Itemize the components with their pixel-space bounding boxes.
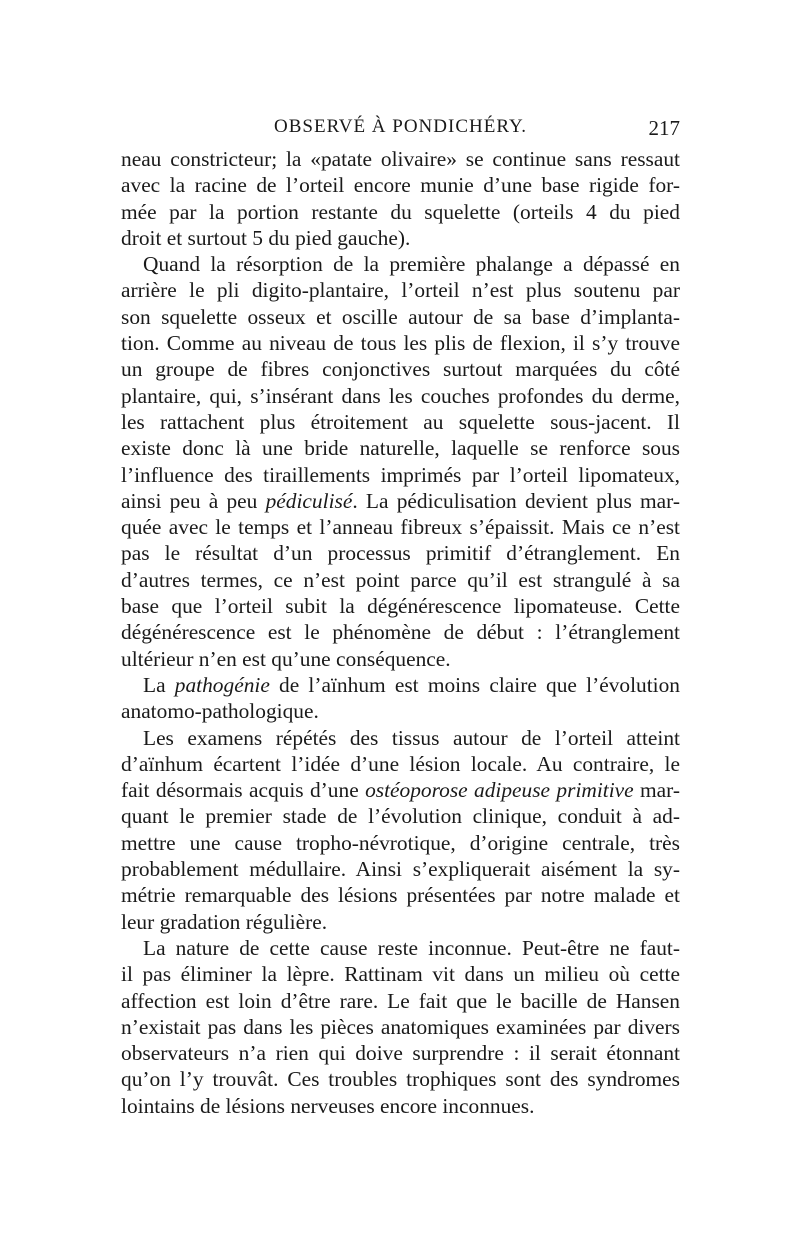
- text-line: [121, 909, 680, 935]
- text-segment: les rattachent plus étroitement au squelette sous-jacent. Il: [121, 409, 680, 434]
- text-line: [121, 698, 680, 724]
- text-line: [121, 409, 680, 435]
- text-segment: quant le premier stade de l’évolution clinique, conduit à ad-: [121, 804, 680, 829]
- text-segment: l’influence des tiraillements imprimés par l’orteil lipomateux,: [121, 462, 680, 487]
- text-line: [121, 1093, 680, 1119]
- text-segment: mettre une cause tropho-névrotique, d’origine centrale, très: [121, 830, 680, 855]
- text-segment: d’autres termes, ce n’est point parce qu’il est strangulé à sa: [121, 567, 680, 592]
- text-line: [121, 672, 680, 698]
- text-segment: pas le résultat d’un processus primitif d’étranglement. En: [121, 541, 680, 566]
- text-segment: qu’on l’y trouvât. Ces troubles trophiques sont des syndromes: [121, 1067, 680, 1092]
- text-segment: fait désormais acquis d’une: [121, 778, 366, 803]
- text-segment: un groupe de fibres conjonctives surtout marquées du côté: [121, 357, 680, 382]
- text-line: [121, 725, 680, 751]
- text-segment: mée par la portion restante du squelette (orteils 4 du pied: [121, 199, 680, 224]
- text-segment: ainsi peu à peu: [121, 488, 266, 513]
- running-title: OBSERVÉ À PONDICHÉRY.: [274, 116, 527, 137]
- text-line: [121, 751, 680, 777]
- text-line: [121, 1014, 680, 1040]
- page-number: 217: [648, 116, 680, 140]
- text-segment: tion. Comme au niveau de tous les plis de flexion, il s’y trouve: [121, 331, 680, 356]
- text-line: [121, 830, 680, 856]
- text-segment: il pas éliminer la lèpre. Rattinam vit dans un milieu où cette: [121, 962, 680, 987]
- text-line: [121, 356, 680, 382]
- italic-term: pédiculisé: [265, 488, 353, 513]
- text-segment: probablement médullaire. Ainsi s’expliquerait aisément la sy-: [121, 857, 680, 882]
- text-line: [121, 435, 680, 461]
- text-line: [121, 146, 680, 172]
- text-line: [121, 619, 680, 645]
- text-segment: quée avec le temps et l’anneau fibreux s’épaissit. Mais ce n’est: [121, 515, 680, 540]
- text-line: [121, 803, 680, 829]
- text-segment: dégénérescence est le phénomène de début : l’étranglement: [121, 620, 680, 645]
- text-segment: droit et surtout 5 du pied gauche).: [121, 225, 411, 250]
- text-segment: existe donc là une bride naturelle, laquelle se renforce sous: [121, 436, 680, 461]
- text-line: [121, 514, 680, 540]
- text-segment: leur gradation régulière.: [121, 909, 328, 934]
- text-segment: neau constricteur; la «patate olivaire» se continue sans ressaut: [121, 147, 680, 171]
- text-segment: . La pédiculisation devient plus mar-: [352, 488, 680, 513]
- text-segment: mar-: [633, 778, 680, 803]
- text-line: [121, 988, 680, 1014]
- text-segment: affection est loin d’être rare. Le fait que le bacille de Hansen: [121, 988, 680, 1013]
- text-line: [121, 567, 680, 593]
- text-line: [121, 330, 680, 356]
- text-segment: d’aïnhum écartent l’idée d’une lésion locale. Au contraire, le: [121, 751, 680, 776]
- text-segment: avec la racine de l’orteil encore munie d’une base rigide for-: [121, 173, 680, 198]
- text-line: [121, 383, 680, 409]
- text-line: [121, 172, 680, 198]
- text-line: [121, 646, 680, 672]
- text-segment: plantaire, qui, s’insérant dans les couches profondes du derme,: [121, 383, 680, 408]
- text-segment: La nature de cette cause reste inconnue. Peut-être ne faut-: [143, 935, 680, 960]
- text-line: [121, 277, 680, 303]
- text-line: [121, 777, 680, 803]
- text-segment: de l’aïnhum est moins claire que l’évolution: [269, 672, 680, 697]
- text-line: [121, 1066, 680, 1092]
- text-line: [121, 882, 680, 908]
- italic-term: ostéoporose adipeuse primitive: [365, 778, 634, 803]
- page-header: [121, 116, 680, 146]
- text-line: [121, 593, 680, 619]
- text-segment: son squelette osseux et oscille autour de sa base d’implanta-: [121, 304, 680, 329]
- text-segment: arrière le pli digito-plantaire, l’orteil n’est plus soutenu par: [121, 278, 680, 303]
- text-segment: base que l’orteil subit la dégénérescence lipomateuse. Cette: [121, 594, 680, 619]
- italic-term: pathogénie: [174, 672, 270, 697]
- text-line: [121, 1040, 680, 1066]
- text-line: [121, 935, 680, 961]
- text-line: [121, 540, 680, 566]
- text-segment: n’existait pas dans les pièces anatomiques examinées par divers: [121, 1014, 680, 1039]
- text-segment: lointains de lésions nerveuses encore inconnues.: [121, 1093, 535, 1118]
- text-segment: ultérieur n’en est qu’une conséquence.: [121, 646, 451, 671]
- text-line: [121, 199, 680, 225]
- text-segment: La: [143, 672, 175, 697]
- text-segment: anatomo-pathologique.: [121, 699, 319, 724]
- text-segment: observateurs n’a rien qui doive surprendre : il serait étonnant: [121, 1041, 680, 1066]
- text-line: [121, 961, 680, 987]
- text-line: [121, 225, 680, 251]
- text-line: [121, 462, 680, 488]
- text-line: [121, 304, 680, 330]
- text-segment: Les examens répétés des tissus autour de l’orteil atteint: [143, 725, 680, 750]
- text-segment: Quand la résorption de la première phalange a dépassé en: [143, 252, 680, 277]
- body-text: [121, 146, 680, 1119]
- text-line: [121, 488, 680, 514]
- text-line: [121, 251, 680, 277]
- text-line: [121, 856, 680, 882]
- text-segment: métrie remarquable des lésions présentées par notre malade et: [121, 883, 680, 908]
